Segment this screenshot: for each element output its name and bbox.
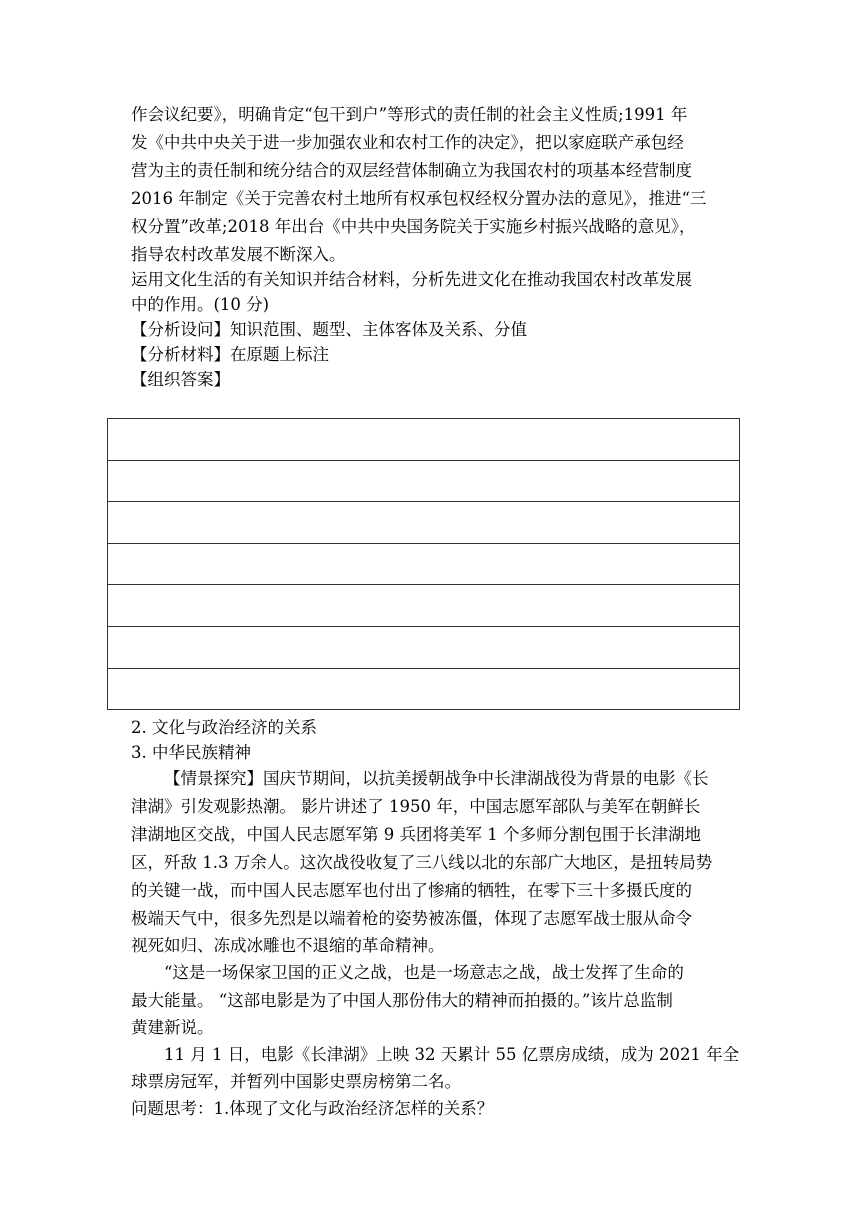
- text-line: 【情景探究】国庆节期间，以抗美援朝战争中长津湖战役为背景的电影《长: [164, 769, 709, 788]
- answer-line[interactable]: [108, 461, 739, 503]
- answer-line[interactable]: [108, 585, 739, 627]
- text-line: 营为主的责任制和统分结合的双层经营体制确立为我国农村的项基本经营制度: [131, 161, 692, 180]
- text-line: 津湖》引发观影热潮。 影片讲述了 1950 年，中国志愿军部队与美军在朝鲜长: [131, 797, 701, 816]
- text-line: 指导农村改革发展不断深入。: [131, 245, 346, 264]
- text-line: 2016 年制定《关于完善农村土地所有权承包权经权分置办法的意见》，推进“三: [131, 189, 707, 208]
- text-line: “这是一场保家卫国的正义之战，也是一场意志之战，战士发挥了生命的: [164, 963, 684, 982]
- text-line: 极端天气中，很多先烈是以端着枪的姿势被冻僵，体现了志愿军战士服从命令: [131, 909, 692, 928]
- answer-line[interactable]: [108, 669, 739, 711]
- text-line: 发《中共中央关于进一步加强农业和农村工作的决定》，把以家庭联产承包经: [131, 133, 684, 152]
- text-line: 作会议纪要》，明确肯定“包干到户”等形式的责任制的社会主义性质;1991 年: [131, 105, 688, 124]
- text-line: 最大能量。 “这部电影是为了中国人那份伟大的精神而拍摄的。”该片总监制: [131, 991, 673, 1010]
- step-analyze-question: 【分析设问】知识范围、题型、主体客体及关系、分值: [131, 320, 527, 339]
- answer-line[interactable]: [108, 502, 739, 544]
- text-line: 区，歼敌 1.3 万余人。这次战役收复了三八线以北的东部广大地区，是扭转局势: [131, 853, 713, 872]
- text-line: 津湖地区交战，中国人民志愿军第 9 兵团将美军 1 个多师分割包围于长津湖地: [131, 825, 701, 844]
- text-line: 视死如归、冻成冰雕也不退缩的革命精神。: [131, 936, 445, 955]
- section-heading-3: 3. 中华民族精神: [131, 743, 251, 762]
- answer-lines-box[interactable]: [107, 418, 740, 710]
- step-analyze-material: 【分析材料】在原题上标注: [131, 345, 329, 364]
- text-line: 的关键一战，而中国人民志愿军也付出了惨痛的牺牲，在零下三十多摄氏度的: [131, 881, 692, 900]
- text-line: 权分置”改革;2018 年出台《中共中央国务院关于实施乡村振兴战略的意见》，: [131, 217, 696, 236]
- text-line: 中的作用。(10 分): [131, 295, 270, 314]
- question-think: 问题思考：1.体现了文化与政治经济怎样的关系？: [131, 1099, 494, 1118]
- answer-line[interactable]: [108, 544, 739, 586]
- text-line: 球票房冠军，并暂列中国影史票房榜第二名。: [131, 1072, 461, 1091]
- text-line: 运用文化生活的有关知识并结合材料，分析先进文化在推动我国农村改革发展: [131, 270, 692, 289]
- answer-line[interactable]: [108, 627, 739, 669]
- step-organize-answer: 【组织答案】: [131, 370, 230, 389]
- text-line: 11 月 1 日，电影《长津湖》上映 32 天累计 55 亿票房成绩，成为 2021 年全: [164, 1045, 740, 1064]
- answer-line[interactable]: [108, 419, 739, 461]
- section-heading-2: 2. 文化与政治经济的关系: [131, 718, 317, 737]
- text-line: 黄建新说。: [131, 1018, 214, 1037]
